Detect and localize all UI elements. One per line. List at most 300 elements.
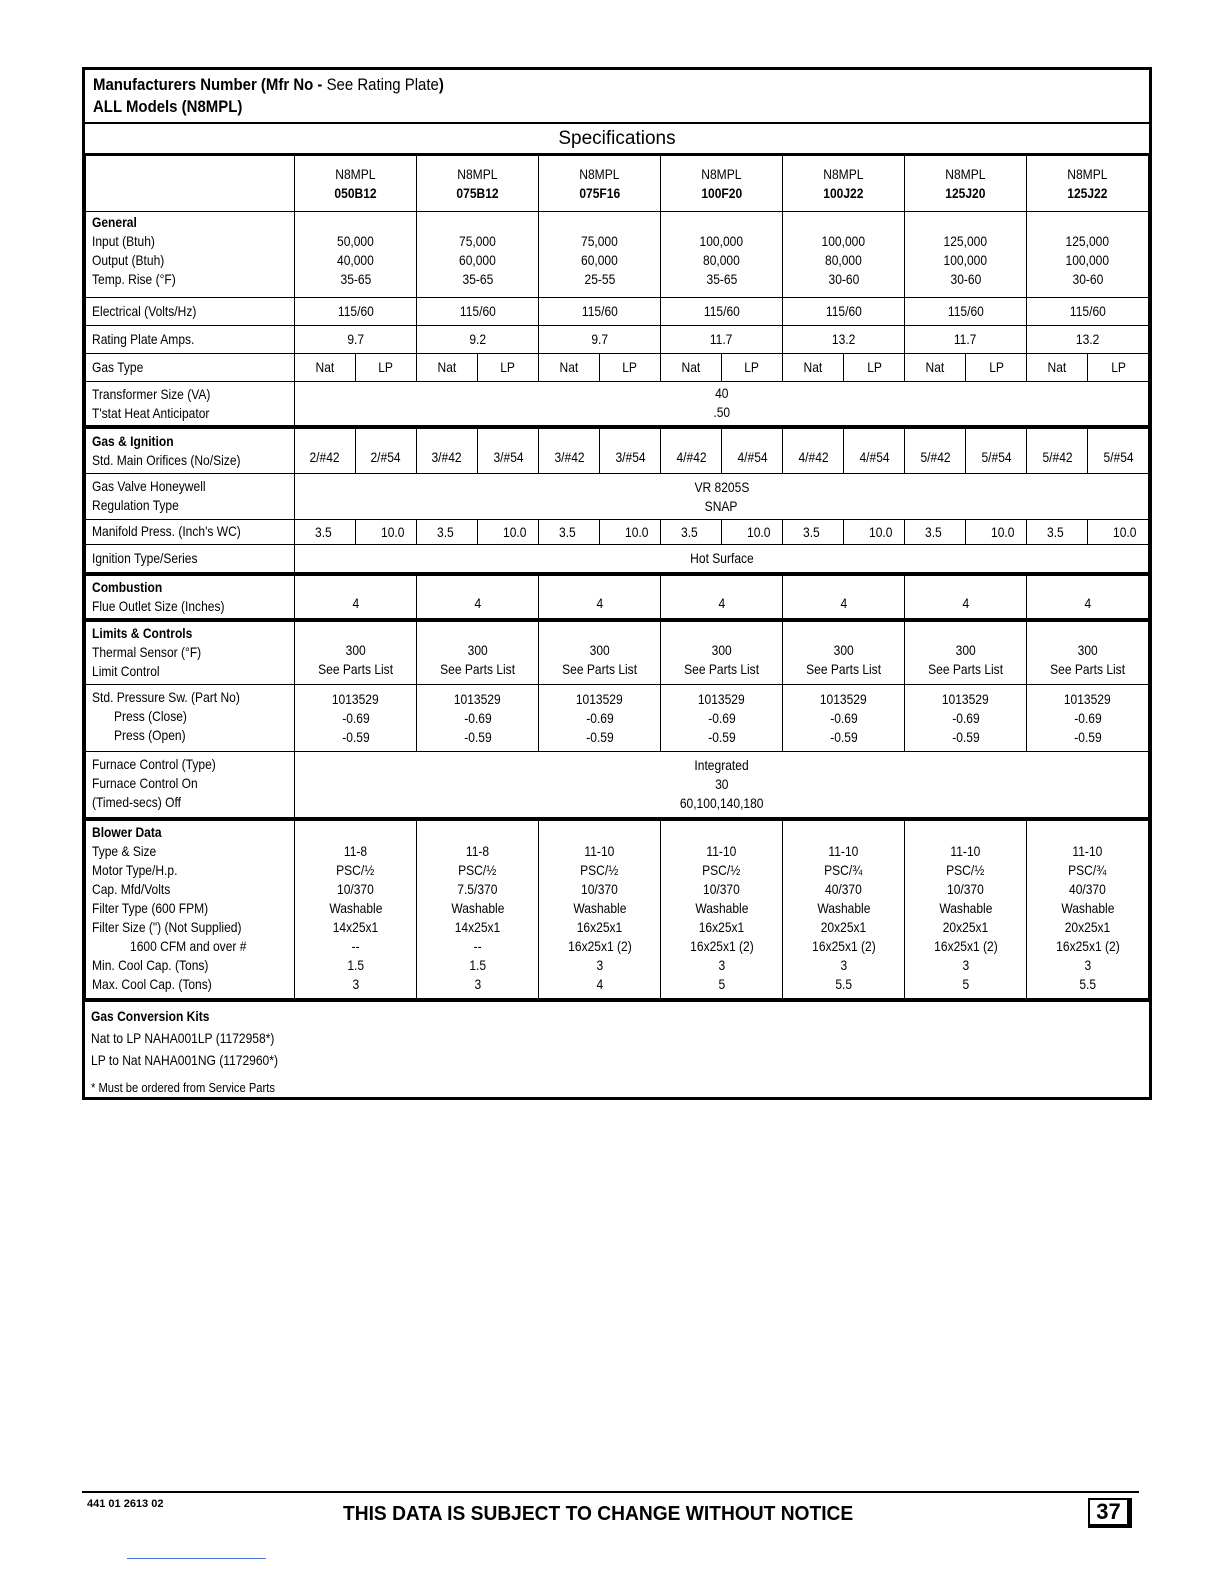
- blower-values: [661, 819, 783, 1001]
- blower-spec: 14x25x1: [332, 918, 379, 935]
- blower-spec: 16x25x1 (2): [689, 937, 754, 954]
- pressure-switch-part: 1013529: [1064, 690, 1111, 707]
- spec-sheet: [82, 67, 1152, 1100]
- gas-valve-label: Gas Valve Honeywell: [92, 478, 206, 494]
- flue-value: [905, 574, 1027, 620]
- blower-spec: 3: [596, 956, 603, 973]
- blower-spec: Washable: [572, 899, 627, 916]
- manifold-pressure: 10.0: [380, 523, 405, 540]
- manifold-value: [1027, 520, 1088, 545]
- gas-type-value: [844, 354, 905, 382]
- thermal-sensor: 300: [1077, 641, 1098, 658]
- blower-spec: 5.5: [1079, 975, 1096, 992]
- press-close-label: Press (Close): [114, 708, 187, 724]
- output-btuh: 100,000: [1065, 252, 1110, 268]
- electrical-value: [783, 298, 905, 326]
- change-notice: THIS DATA IS SUBJECT TO CHANGE WITHOUT NOTICE: [343, 1503, 854, 1525]
- limits-heading: Limits & Controls: [92, 624, 193, 641]
- blower-spec: 11-10: [584, 842, 615, 859]
- gas-type-value: [966, 354, 1027, 382]
- specifications-title: Specifications: [85, 124, 1149, 155]
- press-close: -0.69: [829, 709, 858, 726]
- amps-value: [1027, 326, 1149, 354]
- flue-outlet-size: 4: [718, 595, 725, 611]
- blower-spec: 16x25x1 (2): [933, 937, 998, 954]
- amps-value: [417, 326, 539, 354]
- main-orifice: 4/#54: [858, 449, 890, 466]
- manifold-pressure: 10.0: [624, 523, 649, 540]
- blower-spec: 40/370: [825, 880, 862, 897]
- input-label: Input (Btuh): [92, 233, 155, 249]
- gas-type-value: [905, 354, 966, 382]
- output-btuh: 60,000: [459, 252, 496, 268]
- limits-values: [783, 620, 905, 685]
- thermal-sensor: 300: [955, 641, 976, 658]
- model-code: 125J22: [1067, 184, 1108, 201]
- orifice-value: [722, 427, 783, 474]
- manifold-pressure: 10.0: [746, 523, 771, 540]
- gas-type-label: Gas Type: [92, 359, 144, 375]
- model-series: N8MPL: [701, 165, 742, 182]
- gas-type: Nat: [1047, 359, 1067, 375]
- temp-rise: 30-60: [950, 271, 981, 287]
- corner-cell: [86, 156, 295, 212]
- blower-spec: 3: [474, 975, 481, 992]
- press-open: -0.59: [829, 728, 858, 745]
- blower-spec: 7.5/370: [457, 880, 498, 897]
- orifice-value: [295, 427, 356, 474]
- blower-spec: 20x25x1: [1064, 918, 1111, 935]
- blower-spec: 16x25x1 (2): [1055, 937, 1120, 954]
- furnace-control-type: Integrated: [694, 756, 749, 773]
- ignition-type: Hot Surface: [689, 549, 754, 566]
- flue-value: [295, 574, 417, 620]
- blower-spec: PSC/½: [336, 861, 375, 878]
- model-code: 075F16: [579, 184, 620, 201]
- temp-rise-label: Temp. Rise (°F): [92, 271, 176, 287]
- manifold-value: [722, 520, 783, 545]
- electrical-value: [295, 298, 417, 326]
- blower-spec: 11-10: [706, 842, 737, 859]
- input-btuh: 125,000: [1065, 233, 1110, 249]
- pressure-values: [661, 685, 783, 752]
- blower-spec: Washable: [328, 899, 383, 916]
- blower-spec: 16x25x1 (2): [811, 937, 876, 954]
- kit-nat-to-lp: Nat to LP NAHA001LP (1172958*): [91, 1030, 275, 1046]
- temp-rise: 30-60: [828, 271, 859, 287]
- flue-label: Flue Outlet Size (Inches): [92, 597, 225, 614]
- main-orifice: 2/#42: [309, 449, 341, 466]
- main-orifice: 4/#42: [797, 449, 829, 466]
- amps-value: [661, 326, 783, 354]
- orifice-value: [844, 427, 905, 474]
- blower-values: [417, 819, 539, 1001]
- press-open: -0.59: [585, 728, 614, 745]
- blower-spec: 20x25x1: [942, 918, 989, 935]
- gas-type: LP: [622, 359, 638, 375]
- input-btuh: 50,000: [337, 233, 374, 249]
- electrical-value: [417, 298, 539, 326]
- model-header: [1027, 156, 1149, 212]
- gas-type-value: [417, 354, 478, 382]
- heat-anticipator: .50: [713, 404, 730, 421]
- model-series: N8MPL: [945, 165, 986, 182]
- kit-lp-to-nat: LP to Nat NAHA001NG (1172960*): [91, 1052, 278, 1068]
- gas-type: LP: [1110, 359, 1126, 375]
- blower-spec: 11-10: [1072, 842, 1103, 859]
- footer-rule: [82, 1491, 1139, 1493]
- blower-spec: Washable: [450, 899, 505, 916]
- temp-rise: 30-60: [1072, 271, 1103, 287]
- press-close: -0.69: [707, 709, 736, 726]
- pressure-values: [783, 685, 905, 752]
- gas-type: Nat: [925, 359, 945, 375]
- manifold-value: [844, 520, 905, 545]
- pressure-switch-part: 1013529: [454, 690, 501, 707]
- press-open: -0.59: [1073, 728, 1102, 745]
- pressure-switch-part: 1013529: [820, 690, 867, 707]
- general-values: [295, 212, 417, 298]
- blower-spec: PSC/½: [580, 861, 619, 878]
- blower-label: Filter Type (600 FPM): [92, 899, 209, 916]
- transformer-values: [295, 382, 1149, 427]
- flue-outlet-size: 4: [840, 595, 847, 611]
- model-series: N8MPL: [1067, 165, 1108, 182]
- rating-amps: 13.2: [831, 331, 856, 347]
- row-label: [86, 354, 295, 382]
- limit-control: See Parts List: [684, 660, 760, 677]
- volts-hz: 115/60: [337, 303, 374, 319]
- manifold-value: [295, 520, 356, 545]
- input-btuh: 125,000: [943, 233, 988, 249]
- gas-type-value: [1027, 354, 1088, 382]
- pressure-values: [539, 685, 661, 752]
- kits-heading: Gas Conversion Kits: [91, 1008, 210, 1024]
- volts-hz: 115/60: [581, 303, 618, 319]
- gas-type: LP: [988, 359, 1004, 375]
- output-btuh: 100,000: [943, 252, 988, 268]
- blower-heading: Blower Data: [92, 823, 162, 840]
- model-header: [417, 156, 539, 212]
- blower-spec: 16x25x1: [576, 918, 623, 935]
- orifices-label: Std. Main Orifices (No/Size): [92, 451, 241, 468]
- main-orifice: 3/#42: [553, 449, 585, 466]
- sheet-header: [85, 70, 1149, 124]
- pressure-switch-label: Std. Pressure Sw. (Part No): [92, 689, 240, 705]
- manifold-pressure: 10.0: [868, 523, 893, 540]
- temp-rise: 35-65: [706, 271, 737, 287]
- blower-values: [539, 819, 661, 1001]
- main-orifice: 4/#54: [736, 449, 768, 466]
- press-close: -0.69: [341, 709, 370, 726]
- temp-rise: 25-55: [584, 271, 615, 287]
- manifold-pressure: 10.0: [1112, 523, 1137, 540]
- manifold-pressure: 3.5: [803, 523, 820, 540]
- row-label: [86, 382, 295, 427]
- amps-value: [295, 326, 417, 354]
- furnace-control-on: 30: [714, 775, 729, 792]
- blower-spec: Washable: [1061, 899, 1115, 916]
- rating-amps: 11.7: [710, 331, 733, 347]
- main-orifice: 2/#54: [370, 449, 402, 466]
- electrical-value: [661, 298, 783, 326]
- model-code: 100J22: [823, 184, 864, 201]
- gas-type-value: [478, 354, 539, 382]
- manifold-pressure: 3.5: [437, 523, 454, 540]
- blower-spec: 11-8: [343, 842, 368, 859]
- pressure-switch-part: 1013529: [942, 690, 989, 707]
- manifold-value: [661, 520, 722, 545]
- blower-values: [905, 819, 1027, 1001]
- gas-valve-values: [295, 474, 1149, 520]
- press-close: -0.69: [1073, 709, 1102, 726]
- pressure-switch-part: 1013529: [698, 690, 745, 707]
- input-btuh: 100,000: [699, 233, 744, 249]
- kits-note: * Must be ordered from Service Parts: [91, 1080, 275, 1095]
- flue-value: [783, 574, 905, 620]
- row-label: [86, 474, 295, 520]
- blower-spec: 11-10: [950, 842, 981, 859]
- electrical-label: Electrical (Volts/Hz): [92, 303, 197, 319]
- transformer-label: Transformer Size (VA): [92, 386, 211, 402]
- blower-spec: 10/370: [337, 880, 374, 897]
- blower-spec: Washable: [939, 899, 993, 916]
- orifice-value: [783, 427, 844, 474]
- header-line-2: ALL Models (N8MPL): [93, 97, 243, 116]
- general-values: [783, 212, 905, 298]
- blower-values: [783, 819, 905, 1001]
- row-label: [86, 212, 295, 298]
- row-label: [86, 326, 295, 354]
- thermal-sensor: 300: [467, 641, 488, 658]
- manifold-value: [539, 520, 600, 545]
- blower-spec: 11-10: [828, 842, 859, 859]
- main-orifice: 3/#54: [492, 449, 524, 466]
- pressure-switch-part: 1013529: [576, 690, 623, 707]
- limits-values: [1027, 620, 1149, 685]
- model-series: N8MPL: [335, 165, 376, 182]
- specs-table: [85, 155, 1149, 1001]
- combustion-heading: Combustion: [92, 578, 163, 595]
- orifice-value: [905, 427, 966, 474]
- electrical-value: [1027, 298, 1149, 326]
- anticipator-label: T'stat Heat Anticipator: [92, 405, 210, 421]
- flue-outlet-size: 4: [596, 595, 603, 611]
- main-orifice: 3/#42: [431, 449, 463, 466]
- pressure-switch-part: 1013529: [332, 690, 379, 707]
- orifice-value: [1027, 427, 1088, 474]
- gas-type-value: [1088, 354, 1149, 382]
- flue-outlet-size: 4: [352, 595, 359, 611]
- blower-label: Motor Type/H.p.: [92, 861, 178, 878]
- regulation-label: Regulation Type: [92, 497, 179, 513]
- blower-spec: 3: [1084, 956, 1091, 973]
- flue-value: [1027, 574, 1149, 620]
- blower-label: Cap. Mfd/Volts: [92, 880, 171, 897]
- gas-type: Nat: [803, 359, 823, 375]
- gas-type: LP: [866, 359, 882, 375]
- pressure-values: [905, 685, 1027, 752]
- row-label: [86, 685, 295, 752]
- furnace-control-on-label: Furnace Control On: [92, 775, 198, 791]
- orifice-value: [539, 427, 600, 474]
- manifold-pressure: 10.0: [502, 523, 527, 540]
- orifice-value: [600, 427, 661, 474]
- row-label: [86, 520, 295, 545]
- blower-spec: PSC/½: [702, 861, 741, 878]
- row-label: [86, 545, 295, 574]
- blower-spec: Washable: [817, 899, 871, 916]
- manifold-value: [905, 520, 966, 545]
- flue-value: [417, 574, 539, 620]
- rating-amps: 9.7: [591, 331, 608, 347]
- gas-type: Nat: [559, 359, 579, 375]
- blower-spec: 1.5: [347, 956, 364, 973]
- manifold-pressure: 3.5: [681, 523, 698, 540]
- blower-spec: PSC/½: [458, 861, 497, 878]
- regulation-type: SNAP: [705, 497, 738, 514]
- model-header: [295, 156, 417, 212]
- flue-outlet-size: 4: [1084, 595, 1091, 611]
- blower-spec: 5.5: [835, 975, 852, 992]
- output-label: Output (Btuh): [92, 252, 165, 268]
- blower-spec: Washable: [694, 899, 749, 916]
- model-code: 100F20: [701, 184, 742, 201]
- limit-control: See Parts List: [806, 660, 882, 677]
- input-btuh: 75,000: [581, 233, 618, 249]
- blower-spec: 40/370: [1069, 880, 1106, 897]
- limits-values: [905, 620, 1027, 685]
- gas-type: LP: [744, 359, 760, 375]
- temp-rise: 35-65: [340, 271, 371, 287]
- general-values: [417, 212, 539, 298]
- output-btuh: 40,000: [337, 252, 374, 268]
- orifice-value: [966, 427, 1027, 474]
- manifold-value: [478, 520, 539, 545]
- blower-spec: --: [473, 937, 482, 954]
- orifice-value: [661, 427, 722, 474]
- manifold-value: [356, 520, 417, 545]
- link-underline: [127, 1558, 266, 1559]
- press-close: -0.69: [951, 709, 980, 726]
- blower-spec: PSC/½: [946, 861, 985, 878]
- gas-type-value: [356, 354, 417, 382]
- press-open: -0.59: [707, 728, 736, 745]
- manifold-pressure: 3.5: [925, 523, 942, 540]
- blower-spec: 3: [718, 956, 725, 973]
- limits-values: [661, 620, 783, 685]
- page-number: 37: [1088, 1498, 1132, 1528]
- volts-hz: 115/60: [947, 303, 984, 319]
- blower-spec: 16x25x1: [698, 918, 745, 935]
- thermal-sensor: 300: [833, 641, 854, 658]
- blower-label: 1600 CFM and over #: [130, 937, 247, 954]
- row-label: [86, 819, 295, 1001]
- document-number: 441 01 2613 02: [87, 1498, 164, 1510]
- volts-hz: 115/60: [459, 303, 496, 319]
- orifice-value: [417, 427, 478, 474]
- model-series: N8MPL: [823, 165, 864, 182]
- row-label: [86, 752, 295, 819]
- flue-outlet-size: 4: [474, 595, 481, 611]
- flue-outlet-size: 4: [962, 595, 969, 611]
- row-label: [86, 574, 295, 620]
- limit-control-label: Limit Control: [92, 662, 160, 679]
- orifice-value: [1088, 427, 1149, 474]
- general-values: [1027, 212, 1149, 298]
- gas-type-value: [783, 354, 844, 382]
- blower-values: [295, 819, 417, 1001]
- pressure-values: [295, 685, 417, 752]
- manifold-pressure: 10.0: [990, 523, 1015, 540]
- gas-type: LP: [378, 359, 394, 375]
- blower-spec: 14x25x1: [454, 918, 501, 935]
- press-open: -0.59: [951, 728, 980, 745]
- blower-spec: 10/370: [947, 880, 984, 897]
- ignition-label: Ignition Type/Series: [92, 550, 198, 566]
- blower-spec: --: [351, 937, 360, 954]
- gas-type-value: [661, 354, 722, 382]
- gas-type-value: [722, 354, 783, 382]
- header-line-1: [93, 75, 444, 95]
- limit-control: See Parts List: [440, 660, 515, 677]
- volts-hz: 115/60: [703, 303, 740, 319]
- rating-amps: 13.2: [1075, 331, 1100, 347]
- gas-conversion-kits: [85, 998, 1149, 1097]
- thermal-sensor: 300: [711, 641, 732, 658]
- blower-label: Type & Size: [92, 842, 157, 859]
- general-values: [539, 212, 661, 298]
- limit-control: See Parts List: [928, 660, 1004, 677]
- press-open: -0.59: [341, 728, 370, 745]
- blower-spec: 20x25x1: [820, 918, 867, 935]
- main-orifice: 5/#54: [1102, 449, 1134, 466]
- limits-values: [295, 620, 417, 685]
- orifice-value: [356, 427, 417, 474]
- general-values: [661, 212, 783, 298]
- model-header: [905, 156, 1027, 212]
- orifice-value: [478, 427, 539, 474]
- furnace-control-values: [295, 752, 1149, 819]
- row-label: [86, 620, 295, 685]
- furnace-control-type-label: Furnace Control (Type): [92, 756, 216, 772]
- row-label: [86, 298, 295, 326]
- volts-hz: 115/60: [825, 303, 862, 319]
- amps-value: [905, 326, 1027, 354]
- blower-spec: 11-8: [465, 842, 490, 859]
- model-series: N8MPL: [457, 165, 498, 182]
- main-orifice: 5/#42: [919, 449, 951, 466]
- amps-value: [783, 326, 905, 354]
- furnace-control-off-label: (Timed-secs) Off: [92, 794, 181, 810]
- ignition-value: [295, 545, 1149, 574]
- limits-values: [539, 620, 661, 685]
- model-header: [539, 156, 661, 212]
- gas-type: Nat: [437, 359, 457, 375]
- blower-spec: 3: [352, 975, 359, 992]
- manifold-value: [783, 520, 844, 545]
- gas-type-value: [295, 354, 356, 382]
- main-orifice: 5/#54: [980, 449, 1012, 466]
- press-close: -0.69: [585, 709, 614, 726]
- input-btuh: 75,000: [459, 233, 496, 249]
- electrical-value: [905, 298, 1027, 326]
- blower-label: Filter Size (") (Not Supplied): [92, 918, 242, 935]
- press-open: -0.59: [463, 728, 492, 745]
- manifold-value: [417, 520, 478, 545]
- header-close-paren: ): [438, 75, 444, 94]
- blower-spec: 3: [840, 956, 847, 973]
